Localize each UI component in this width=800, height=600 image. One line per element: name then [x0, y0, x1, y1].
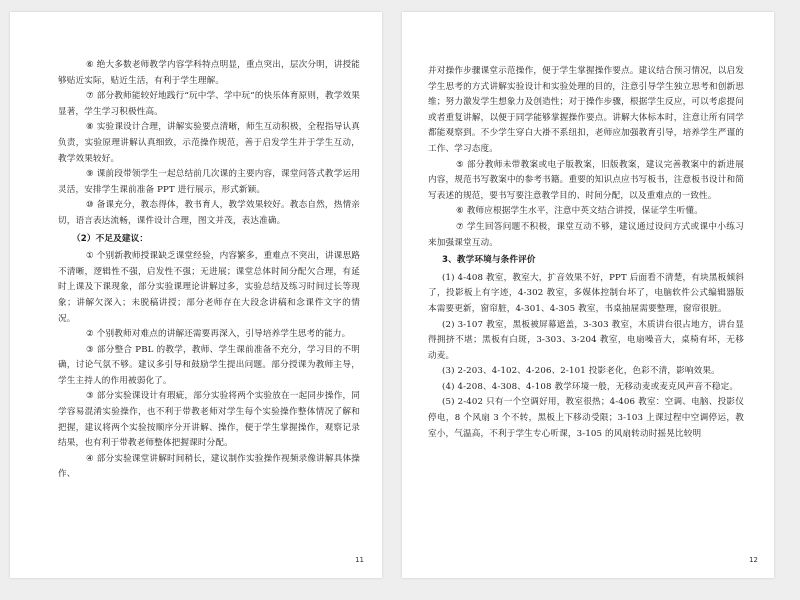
paragraph-text: 3、教学环境与条件评价 [442, 255, 536, 266]
paragraph-text: 个别新教师授课缺乏课堂经验，内容繁多，重难点不突出，讲课思路不清晰，逻辑性不强，启发性不强；无进展；课堂总体时间分配欠合理，有延时上课及下课现象，部分实验课理论讲解过多，实验总结及练习时间过长等现象；讲解欠深入；未脱稿讲授；部分老师存在大段念讲稿和念课件文字的情况。 [58, 251, 360, 324]
paragraph-text: (3) 2-203、4-102、4-206、2-101 投影老化，色彩不清，影响效果。 [442, 366, 720, 377]
paragraph-text: (1) 4-408 教室，教室大，扩音效果不好，PPT 后面看不清楚，有块黑板倾斜了，投影板上有字迹，4-302 教室，多媒体控制台坏了，电脑软件公式编辑器版本需要更新，窗帘脏，4-301、4-305 教室，书桌抽屉需要整理，窗帘很脏。 [428, 272, 744, 314]
section-heading [58, 232, 360, 248]
paragraph-text: 部分整合 PBL 的教学，教师、学生课前准备不充分，学习目的不明确，讨论气氛不够。建议多引导和鼓励学生提出问题。部分授课为教师主导，学生主持人的作用被弱化了。 [58, 344, 360, 386]
section-heading [428, 253, 744, 269]
paragraph-text: 绝大多数老师教学内容学科特点明显，重点突出，层次分明，讲授能够贴近实际，贴近生活，有利于学生理解。 [58, 60, 360, 86]
list-marker: ⑩ [86, 200, 94, 211]
paragraph-text: (2) 3-107 教室，黑板被屏幕遮盖，3-303 教室，木质讲台很占地方，讲台显得拥挤不堪；黑板有白斑，3-303、3-204 教室，电扇噪音大，桌椅有坏，无移动麦。 [428, 319, 744, 361]
paragraph [58, 343, 360, 390]
paragraph [58, 58, 360, 89]
paragraph-text: 学生回答问题不积极，课堂互动不够，建议通过设问方式或课中小练习来加强课堂互动。 [428, 221, 744, 248]
list-marker: ⑥ [86, 60, 94, 70]
paragraph-text: 课前段带领学生一起总结前几次课的主要内容，课堂问答式教学运用灵活，安排学生课前准备 PPT 进行展示，形式新颖。 [58, 169, 360, 195]
paragraph [428, 220, 744, 251]
right-page-content [428, 64, 744, 442]
paragraph [428, 64, 744, 158]
paragraph [58, 198, 360, 229]
paragraph [58, 249, 360, 327]
paragraph-text: 部分教师未带教案或电子版教案，旧版教案，建议完善教案中的新进展内容，规范书写教案中的参考书籍。重要的知识点应书写板书，注意板书设计和简写表述的规范，要书写要注意教学目的、时间分配，以及重难点的一致性。 [428, 159, 744, 201]
list-marker: ⑥ [456, 206, 464, 217]
paragraph [58, 167, 360, 198]
right-page [402, 12, 774, 578]
paragraph [428, 318, 744, 365]
list-marker: ③ [86, 344, 94, 355]
paragraph-text: 部分实验课堂讲解时间稍长，建议制作实验操作视频录像讲解具体操作、 [58, 453, 360, 480]
list-marker: ④ [86, 453, 94, 464]
paragraph-text: 并对操作步骤课堂示范操作，便于学生掌握操作要点。建议结合预习情况，以启发学生思考的方式讲解实验设计和实验处理的目的，注意引导学生独立思考和创新思维；努力激发学生想象力及创造性；对于操作步骤，根据学生反应，可以考虑提问或者重复讲解，以便于同学能够掌握操作要点。讲解大体标本时，注意让所有同学都能观察到。不少学生穿白大褂不系纽扣，老师应加强教育引导，培养学生严谨的工作、学习态度。 [428, 66, 744, 154]
list-marker: ③ [86, 391, 94, 402]
left-page [10, 12, 382, 578]
paragraph [58, 89, 360, 120]
page-number-left: 11 [355, 556, 364, 564]
paragraph [428, 380, 744, 396]
list-marker: ② [86, 329, 94, 340]
paragraph-text: 备课充分，教态得体，教书育人，教学效果较好。教态自然，热情亲切，语言表达流畅，课件设计合理，图文并茂，表达准确。 [58, 200, 360, 226]
paragraph [428, 204, 744, 220]
list-marker: ⑨ [86, 169, 94, 180]
list-marker: ⑤ [456, 159, 464, 170]
list-marker: ⑦ [456, 221, 464, 232]
paragraph [58, 389, 360, 451]
paragraph [58, 452, 360, 483]
list-marker: ① [86, 251, 94, 262]
paragraph-text: 实验课设计合理，讲解实验要点清晰，师生互动积极，全程指导认真负责，实验原理讲解认真细致，示范操作规范，善于启发学生并于学生互动，教学效果较好。 [58, 122, 360, 164]
paragraph-text: （2）不足及建议： [72, 233, 149, 244]
paragraph-text: (4) 4-208、4-308、4-108 教学环境一般，无移动麦或麦克风声音不稳定。 [442, 381, 739, 392]
left-page-content [58, 58, 360, 483]
list-marker: ⑧ [86, 122, 94, 133]
paragraph [58, 120, 360, 167]
paragraph-text: 部分实验课设计有瑕疵，部分实验将两个实验放在一起同步操作，同学容易混淆实验操作，也不利于带教老师对学生每个实验操作整体情况了解和把握，建议将两个实验按顺序分开讲解、操作，便于学生掌握操作，观察记录结果，也有利于带教老师整体把握课时分配。 [58, 391, 360, 449]
page-number-right: 12 [749, 556, 758, 564]
paragraph-text: (5) 2-402 只有一个空调好用，教室很热；4-406 教室：空调、电脑、投影仪停电，8 个风扇 3 个不转，黑板上下移动受限；3-103 上课过程中空调停运，教室小，气温高，不利于学生专心听课，3-105 的风扇转动时摇晃比较明 [428, 397, 744, 439]
paragraph [428, 271, 744, 318]
paragraph [58, 327, 360, 343]
paragraph [428, 158, 744, 205]
paragraph [428, 364, 744, 380]
paragraph [428, 395, 744, 442]
paragraph-text: 教师应根据学生水平，注意中英文结合讲授，保证学生听懂。 [466, 206, 703, 217]
list-marker: ⑦ [86, 91, 94, 102]
paragraph-text: 个别教师对难点的讲解还需要再深入，引导培养学生思考的能力。 [96, 329, 351, 340]
paragraph-text: 部分教师能较好地践行“玩中学、学中玩”的快乐体育原则，教学效果显著，学生学习积极性高。 [58, 91, 360, 117]
